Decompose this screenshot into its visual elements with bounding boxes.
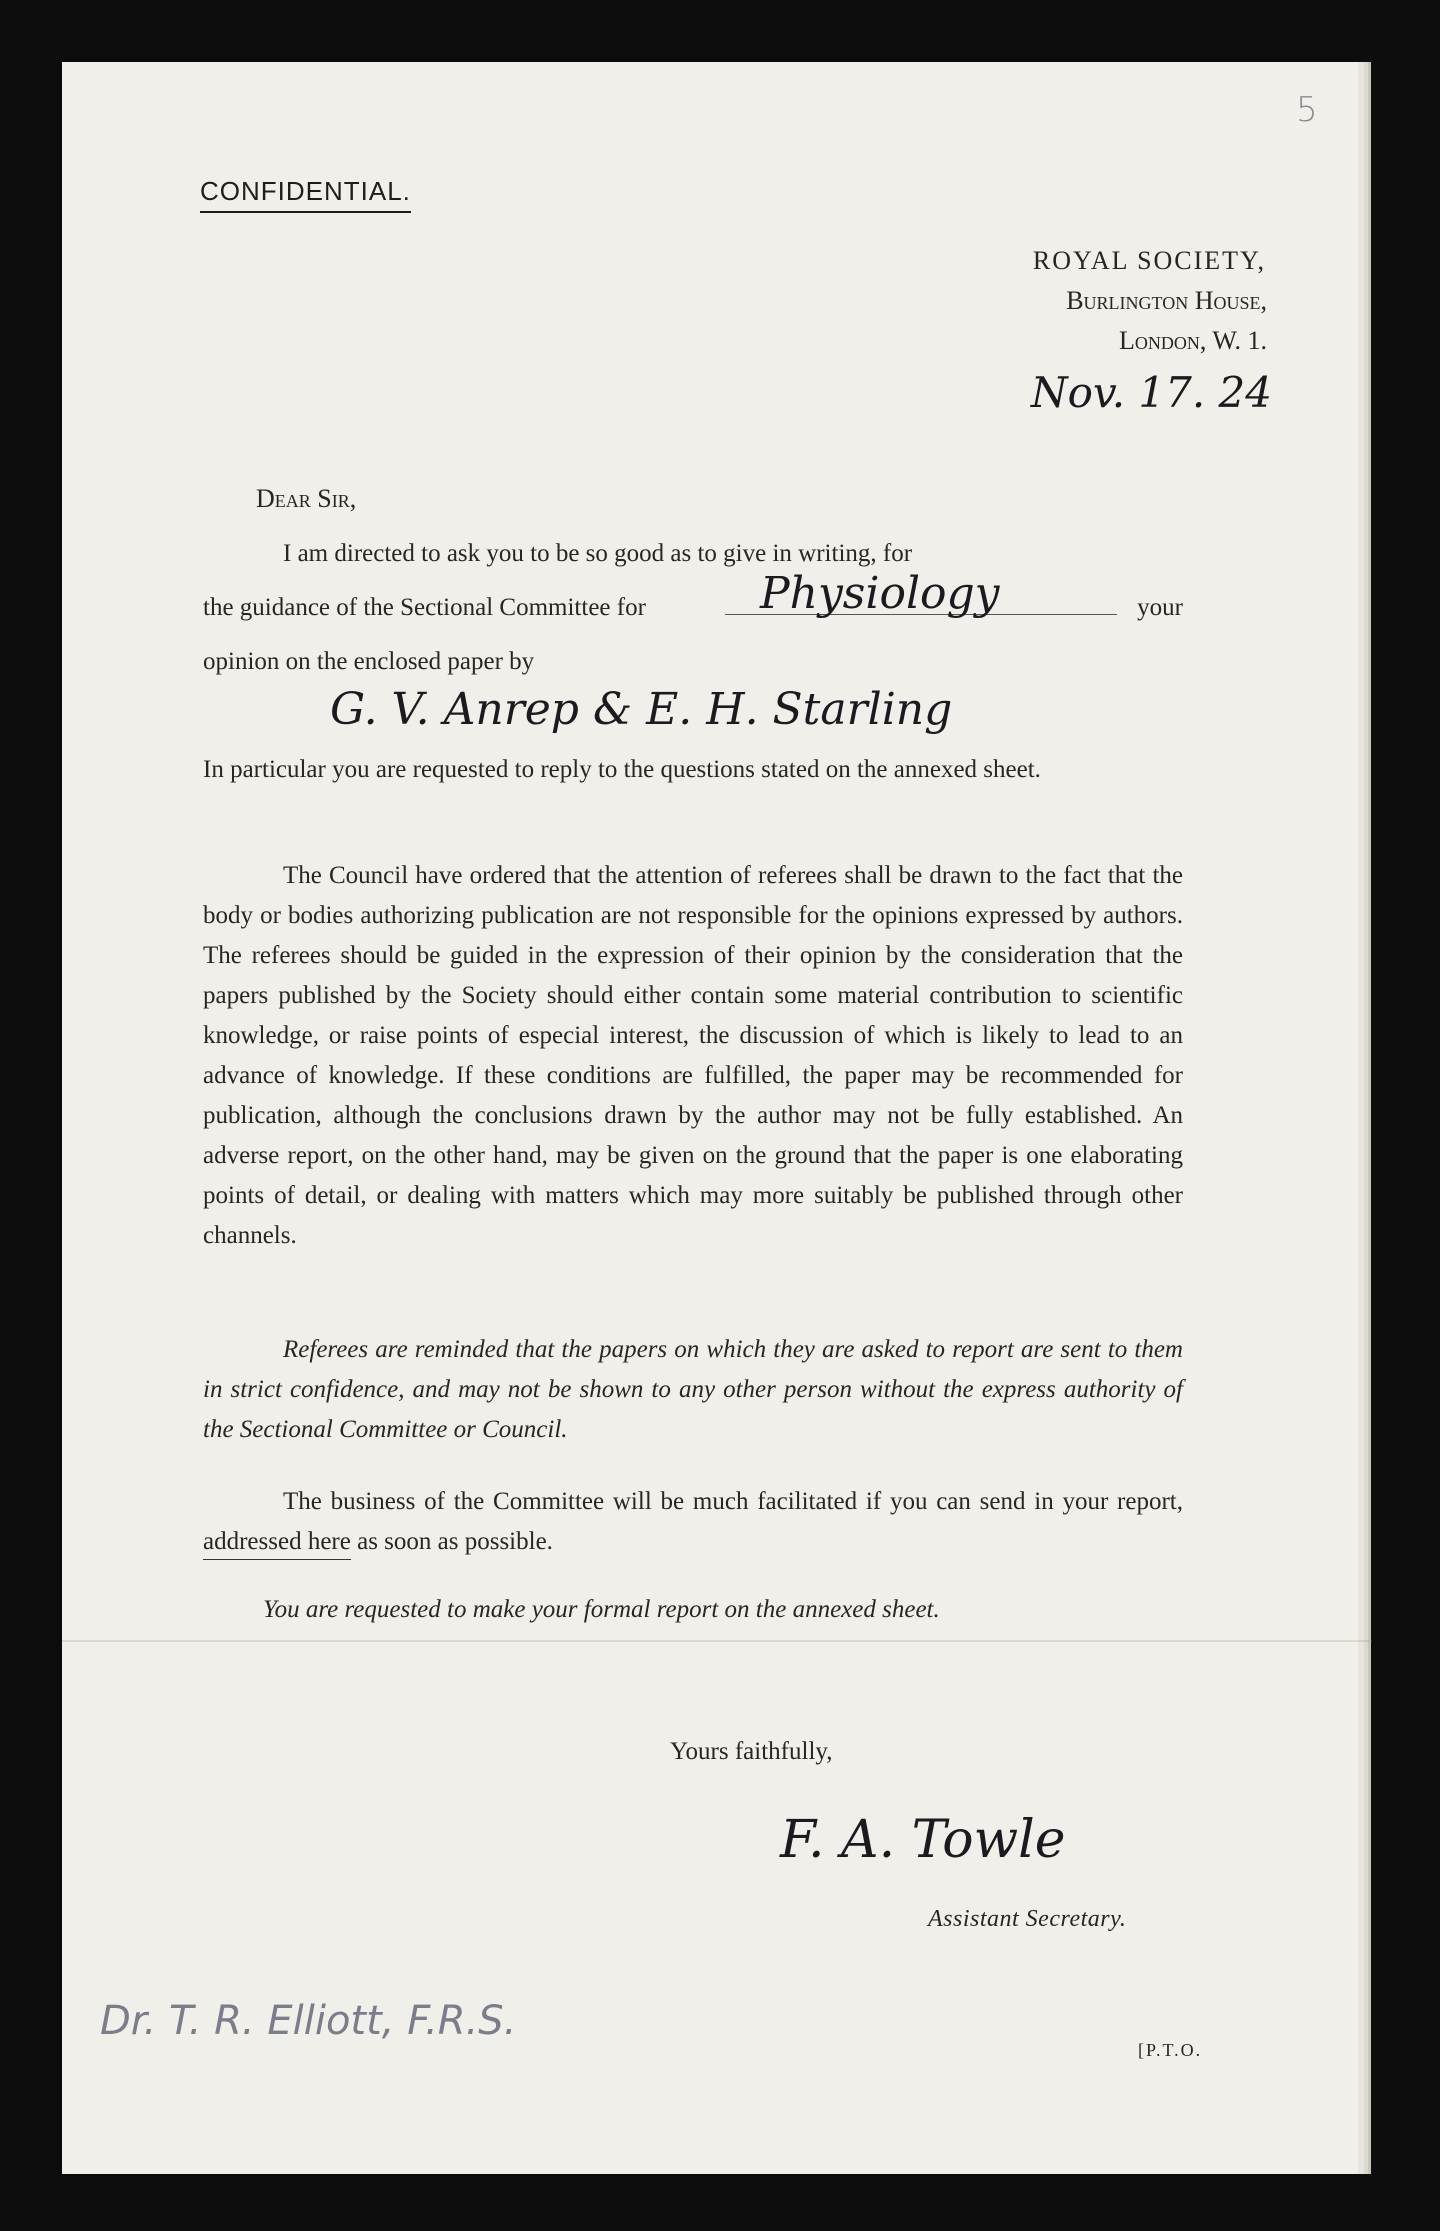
referees-paragraph: Referees are reminded that the papers on which they are asked to report are sent to them in strict confidence, and may not be shown to any other person without the express authority of the Sectional Committee or Council. bbox=[203, 1336, 1183, 1443]
request-line-1: I am directed to ask you to be so good as to give in writing, for bbox=[283, 540, 913, 567]
confidential-heading: CONFIDENTIAL. bbox=[200, 176, 411, 213]
council-paragraph: The Council have ordered that the attention of referees shall be drawn to the fact that the body or bodies authorizing publication are not responsible for the opinions expressed by authors. The referees should be guided in the expression of their opinion by the consideration that the papers published by the Society should either contain some material contribution to scientific knowledge, or raise points of especial interest, the discussion of which is likely to lead to an advance of knowledge. If these conditions are fulfilled, the paper may be recommended for publication, although the conclusions drawn by the author may not be fully established. An adverse report, on the other hand, may be given on the ground that the paper is one elaborating points of detail, or dealing with matters which may more suitably be published through other channels. bbox=[203, 862, 1183, 1249]
closing: Yours faithfully, bbox=[670, 1738, 833, 1765]
fold-crease bbox=[62, 1640, 1372, 1642]
signatory-title: Assistant Secretary. bbox=[928, 1906, 1127, 1932]
sheet-edge bbox=[1368, 62, 1371, 2174]
request-line-2: the guidance of the Sectional Committee for your bbox=[203, 594, 1183, 621]
handwritten-committee: Physiology bbox=[760, 568, 1000, 619]
address-city: London, W. 1. bbox=[1118, 326, 1267, 355]
pto-marker: [P.T.O. bbox=[1138, 2040, 1203, 2060]
particular-paragraph: In particular you are requested to reply to the questions stated on the annexed sheet. bbox=[203, 756, 1041, 783]
request-line-3: opinion on the enclosed paper by bbox=[203, 648, 535, 675]
address-house: Burlington House, bbox=[1066, 286, 1267, 315]
addressed-here: addressed here bbox=[203, 1528, 351, 1560]
handwritten-date: Nov. 17. 24 bbox=[1030, 368, 1272, 417]
page-number: 5 bbox=[1296, 90, 1318, 130]
handwritten-recipient: Dr. T. R. Elliott, F.R.S. bbox=[100, 1998, 517, 2044]
handwritten-authors: G. V. Anrep & E. H. Starling bbox=[330, 684, 953, 735]
business-paragraph: The business of the Committee will be much facilitated if you can send in your report, addressed here as soon as possible. bbox=[203, 1482, 1183, 1562]
society-name: ROYAL SOCIETY, bbox=[1032, 246, 1266, 275]
salutation: Dear Sir, bbox=[256, 484, 357, 513]
formal-report-note: You are requested to make your formal report on the annexed sheet. bbox=[263, 1596, 940, 1623]
signature: F. A. Towle bbox=[780, 1810, 1066, 1870]
